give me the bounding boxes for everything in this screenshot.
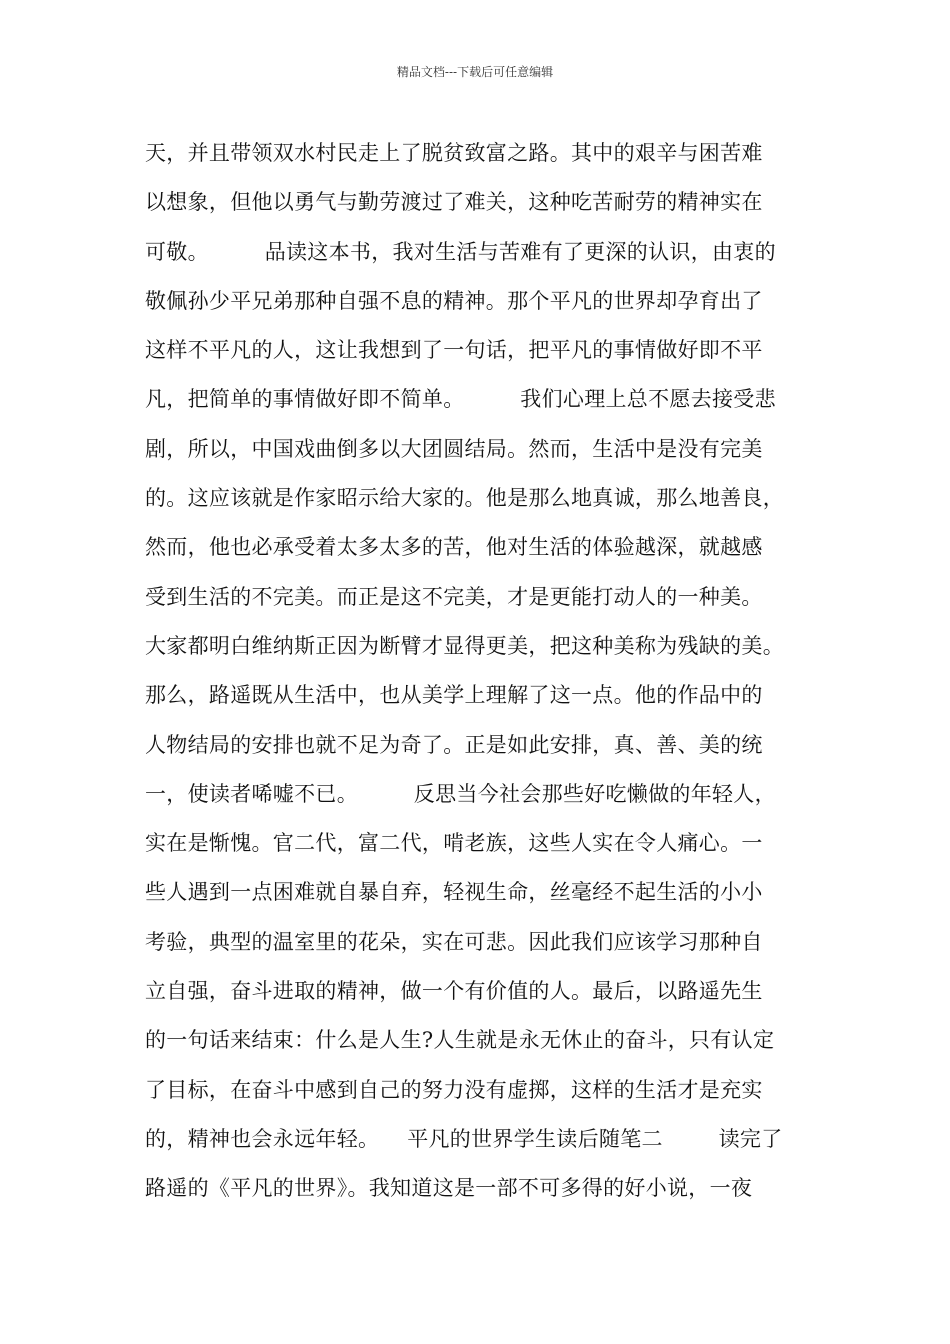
text-line: 这样不平凡的人，这让我想到了一句话，把平凡的事情做好即不平 — [145, 338, 763, 363]
text-line: 可敬。 品读这本书，我对生活与苦难有了更深的认识，由衷的 — [145, 239, 776, 264]
page-header: 精品文档---下载后可任意编辑 — [396, 65, 554, 79]
text-line: 凡，把简单的事情做好即不简单。 我们心理上总不愿去接受悲 — [145, 387, 776, 412]
text-line: 人物结局的安排也就不足为奇了。正是如此安排，真、善、美的统 — [145, 732, 763, 757]
text-line: 的。这应该就是作家昭示给大家的。他是那么地真诚，那么地善良， — [145, 486, 784, 511]
text-line: 大家都明白维纳斯正因为断臂才显得更美，把这种美称为残缺的美。 — [145, 633, 784, 658]
text-line: 的，精神也会永远年轻。 平凡的世界学生读后随笔二 读完了 — [145, 1126, 783, 1151]
text-line: 的一句话来结束：什么是人生?人生就是永无休止的奋斗，只有认定 — [145, 1028, 775, 1053]
text-line: 那么，路遥既从生活中，也从美学上理解了这一点。他的作品中的 — [145, 683, 763, 708]
text-line: 路遥的《平凡的世界》。我知道这是一部不可多得的好小说，一夜 — [145, 1176, 753, 1201]
text-line: 考验，典型的温室里的花朵，实在可悲。因此我们应该学习那种自 — [145, 929, 763, 954]
text-line: 以想象，但他以勇气与勤劳渡过了难关，这种吃苦耐劳的精神实在 — [145, 190, 763, 215]
text-line: 了目标，在奋斗中感到自己的努力没有虚掷，这样的生活才是充实 — [145, 1077, 763, 1102]
text-line: 受到生活的不完美。而正是这不完美，才是更能打动人的一种美。 — [145, 584, 763, 609]
text-line: 敬佩孙少平兄弟那种自强不息的精神。那个平凡的世界却孕育出了 — [145, 288, 763, 313]
document-body — [145, 129, 835, 1214]
text-line: 实在是惭愧。官二代，富二代，啃老族，这些人实在令人痛心。一 — [145, 831, 763, 856]
text-line: 天，并且带领双水村民走上了脱贫致富之路。其中的艰辛与困苦难 — [145, 141, 763, 165]
text-line: 然而，他也必承受着太多太多的苦，他对生活的体验越深，就越感 — [145, 535, 763, 560]
text-line: 一，使读者唏嘘不已。 反思当今社会那些好吃懒做的年轻人， — [145, 781, 776, 806]
text-line: 剧，所以，中国戏曲倒多以大团圆结局。然而，生活中是没有完美 — [145, 436, 763, 461]
text-line: 立自强，奋斗进取的精神，做一个有价值的人。最后，以路遥先生 — [145, 979, 763, 1004]
text-line: 些人遇到一点困难就自暴自弃，轻视生命，丝毫经不起生活的小小 — [145, 880, 763, 905]
